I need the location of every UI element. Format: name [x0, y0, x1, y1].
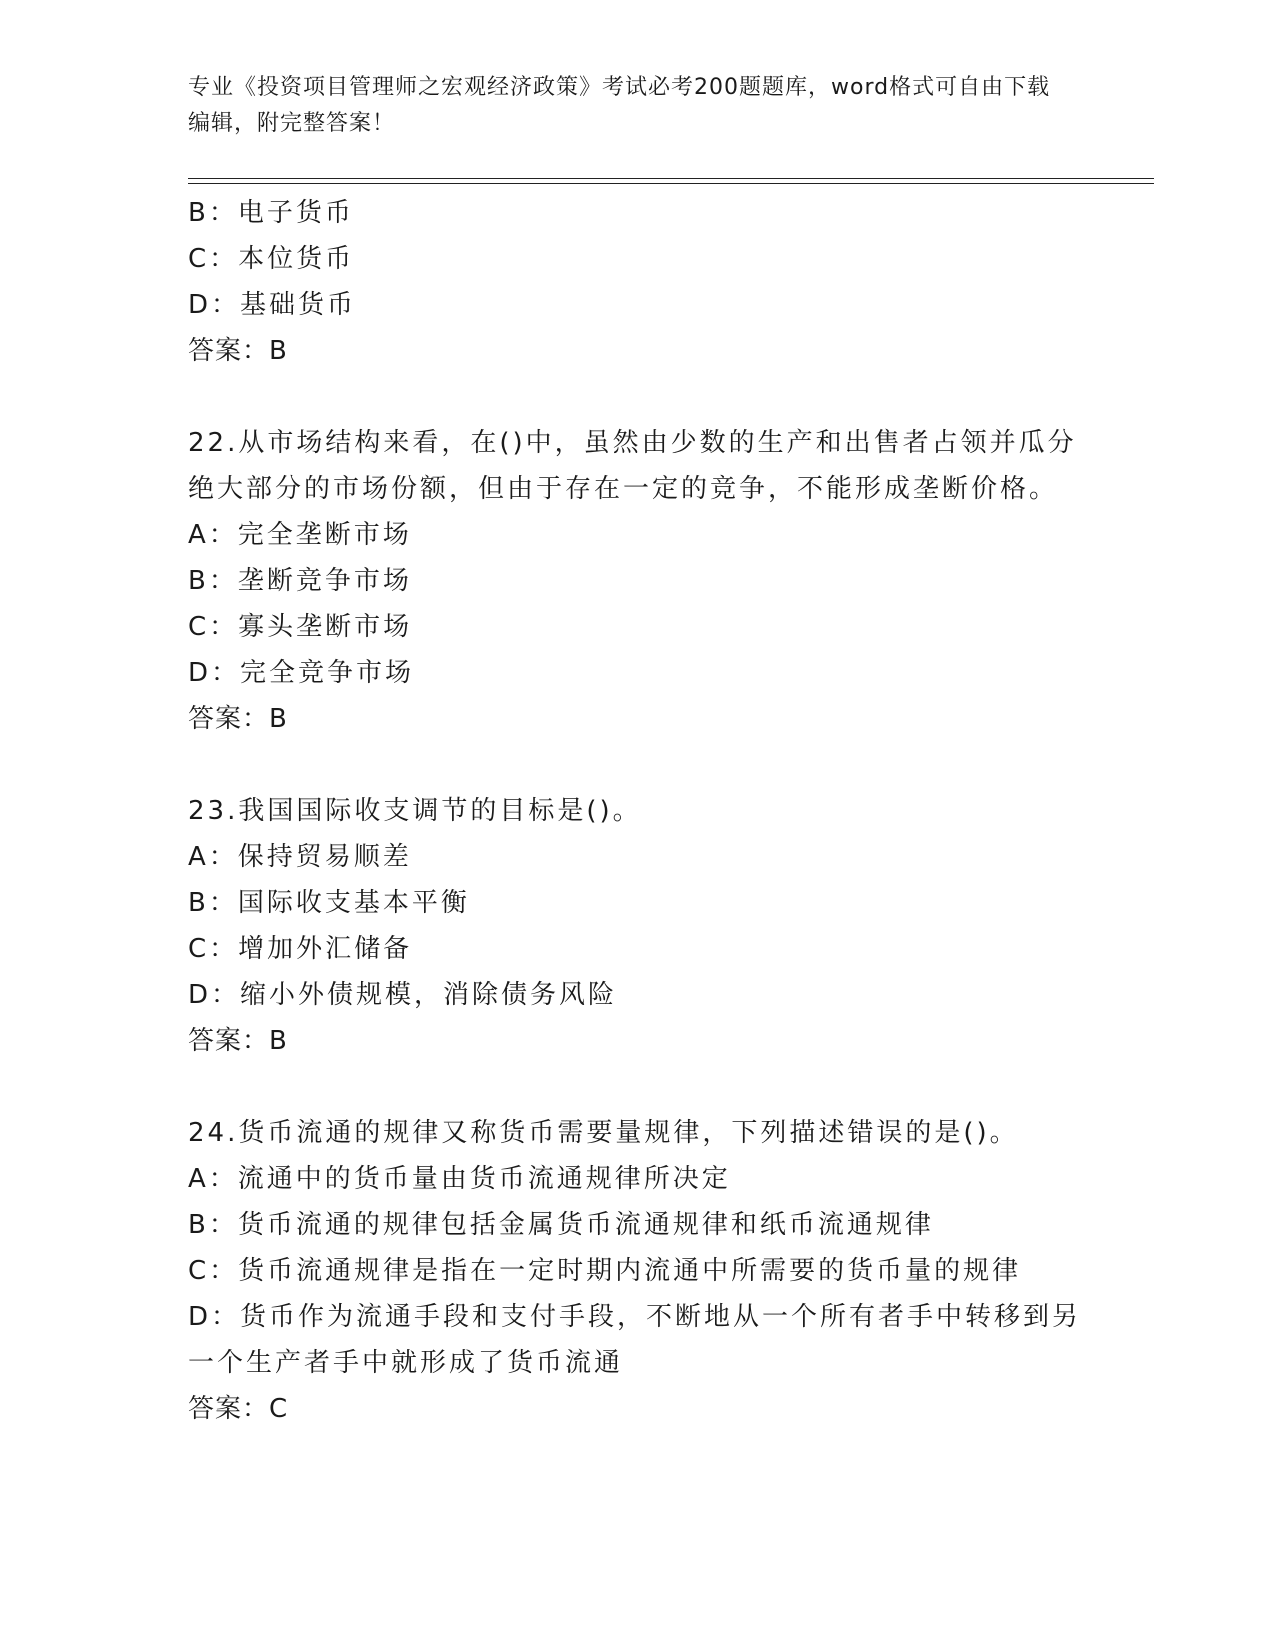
option-c: C：本位货币	[188, 244, 355, 274]
option-b: B：货币流通的规律包括金属货币流通规律和纸币流通规律	[188, 1210, 934, 1240]
answer: 答案：C	[188, 1394, 289, 1424]
question-text: 23.我国国际收支调节的目标是()。	[188, 796, 642, 826]
question-text: 22.从市场结构来看，在()中，虽然由少数的生产和出售者占领并瓜分	[188, 428, 1077, 458]
answer: 答案：B	[188, 704, 288, 734]
question-22	[188, 420, 1088, 742]
option-a: A：流通中的货币量由货币流通规律所决定	[188, 1164, 731, 1194]
question-23	[188, 788, 1088, 1064]
answer: 答案：B	[188, 1026, 288, 1056]
option-a: A：保持贸易顺差	[188, 842, 412, 872]
question-text: 24.货币流通的规律又称货币需要量规律，下列描述错误的是()。	[188, 1118, 1019, 1148]
option-c: C：货币流通规律是指在一定时期内流通中所需要的货币量的规律	[188, 1256, 1022, 1286]
option-d: D：货币作为流通手段和支付手段，不断地从一个所有者手中转移到另	[188, 1302, 1082, 1332]
header-rule-top	[188, 178, 1154, 179]
question-list	[188, 190, 1088, 1432]
question-24	[188, 1110, 1088, 1432]
option-d: D：缩小外债规模，消除债务风险	[188, 980, 618, 1010]
option-d: D：完全竞争市场	[188, 658, 415, 688]
option-b: B：国际收支基本平衡	[188, 888, 470, 918]
option-d: D：基础货币	[188, 290, 357, 320]
answer: 答案：B	[188, 336, 288, 366]
document-header: 专业《投资项目管理师之宏观经济政策》考试必考200题题库，word格式可自由下载编辑，附完整答案！	[188, 75, 1051, 136]
option-b: B：电子货币	[188, 198, 354, 228]
header-rule-bottom	[188, 183, 1154, 184]
option-b: B：垄断竞争市场	[188, 566, 412, 596]
question-21-continued	[188, 190, 1088, 374]
question-text-cont: 绝大部分的市场份额，但由于存在一定的竞争，不能形成垄断价格。	[188, 474, 1059, 504]
option-d-cont: 一个生产者手中就形成了货币流通	[188, 1348, 624, 1378]
option-c: C：寡头垄断市场	[188, 612, 413, 642]
option-a: A：完全垄断市场	[188, 520, 412, 550]
option-c: C：增加外汇储备	[188, 934, 413, 964]
